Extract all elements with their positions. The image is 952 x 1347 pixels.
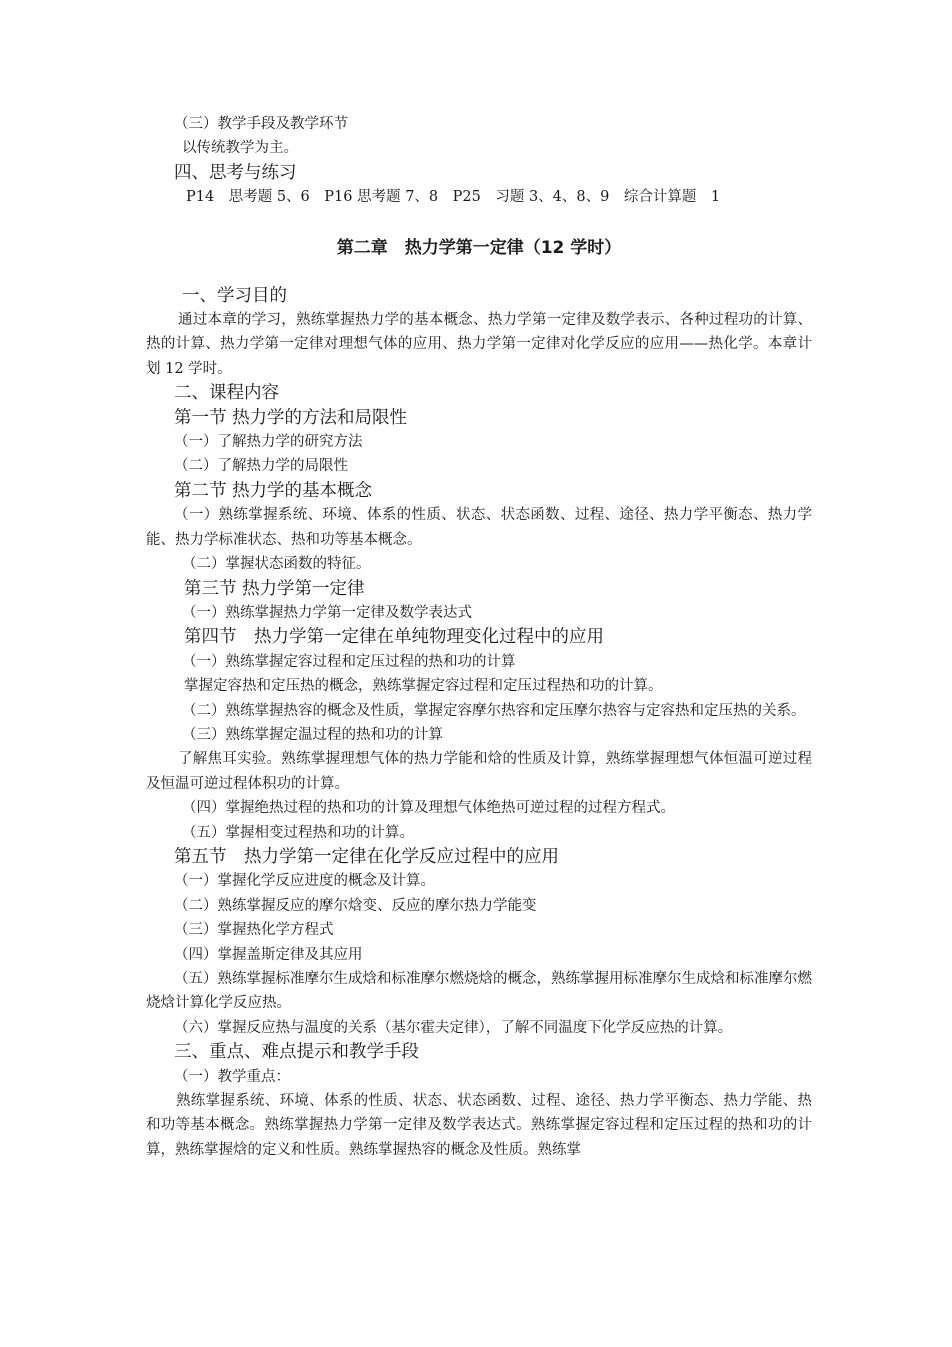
paragraph: 了解焦耳实验。熟练掌握理想气体的热力学能和焓的性质及计算，熟练掌握理想气体恒温可逆过程及恒温可逆过程体积功的计算。 bbox=[146, 751, 812, 792]
list-item: （四）掌握绝热过程的热和功的计算及理想气体绝热可逆过程的过程方程式。 bbox=[182, 800, 675, 817]
section-title: 第四节 热力学第一定律在单纯物理变化过程中的应用 bbox=[184, 627, 604, 648]
paragraph: （一）熟练掌握系统、环境、体系的性质、状态、状态函数、过程、途径、热力学平衡态、热力学能、热力学标准状态、热和功等基本概念。 bbox=[146, 507, 812, 548]
list-item: （一）了解热力学的研究方法 bbox=[174, 434, 363, 451]
list-item: （一）熟练掌握热力学第一定律及数学表达式 bbox=[182, 604, 472, 621]
list-item: （五）掌握相变过程热和功的计算。 bbox=[182, 824, 414, 841]
text-line: 以传统教学为主。 bbox=[182, 140, 298, 157]
exercise-list: P14 思考题 5、6 P16 思考题 7、8 P25 习题 3、4、8、9 综合计算题 1 bbox=[186, 189, 721, 206]
subsection-heading: （三）教学手段及教学环节 bbox=[174, 116, 348, 132]
section-heading: 三、重点、难点提示和教学手段 bbox=[174, 1042, 419, 1063]
list-item: （一）教学重点： bbox=[174, 1068, 290, 1085]
section-title: 第二节 热力学的基本概念 bbox=[174, 480, 373, 501]
list-item: （一）掌握化学反应进度的概念及计算。 bbox=[174, 873, 435, 890]
section-heading: 二、课程内容 bbox=[174, 383, 279, 404]
section-heading: 四、思考与练习 bbox=[174, 162, 297, 183]
paragraph: 熟练掌握系统、环境、体系的性质、状态、状态函数、过程、途径、热力学平衡态、热力学能、热和功等基本概念。熟练掌握热力学第一定律及数学表达式。熟练掌握定容过程和定压过程的热和功的计算，熟练掌握焓的定义和性质。熟练掌握热容的概念及性质。熟练掌 bbox=[146, 1093, 812, 1158]
chapter-title: 第二章 热力学第一定律（12 学时） bbox=[336, 237, 622, 258]
list-item: （二）熟练掌握反应的摩尔焓变、反应的摩尔热力学能变 bbox=[174, 897, 537, 914]
section-title: 第三节 热力学第一定律 bbox=[184, 578, 365, 599]
list-item: （二）了解热力学的局限性 bbox=[174, 458, 348, 475]
list-item: （四）掌握盖斯定律及其应用 bbox=[174, 946, 363, 963]
paragraph: （五）熟练掌握标准摩尔生成焓和标准摩尔燃烧焓的概念，熟练掌握用标准摩尔生成焓和标准摩尔燃烧焓计算化学反应热。 bbox=[146, 971, 812, 1012]
text-line: 掌握定容热和定压热的概念，熟练掌握定容过程和定压过程热和功的计算。 bbox=[184, 678, 663, 695]
paragraph: （二）熟练掌握热容的概念及性质，掌握定容摩尔热容和定压摩尔热容与定容热和定压热的关系。 bbox=[182, 702, 806, 719]
list-item: （三）掌握热化学方程式 bbox=[174, 922, 334, 939]
list-item: （二）掌握状态函数的特征。 bbox=[182, 556, 371, 573]
list-item: （三）熟练掌握定温过程的热和功的计算 bbox=[182, 726, 443, 743]
document-page bbox=[146, 112, 812, 1162]
paragraph: 通过本章的学习，熟练掌握热力学的基本概念、热力学第一定律及数学表示、各种过程功的计算、热的计算、热力学第一定律对理想气体的应用、热力学第一定律对化学反应的应用——热化学。本章计划 12 学时。 bbox=[146, 312, 812, 377]
section-title: 第五节 热力学第一定律在化学反应过程中的应用 bbox=[174, 846, 559, 867]
section-title: 第一节 热力学的方法和局限性 bbox=[174, 407, 408, 428]
section-heading: 一、学习目的 bbox=[182, 285, 287, 306]
list-item: （一）熟练掌握定容过程和定压过程的热和功的计算 bbox=[182, 653, 516, 670]
list-item: （六）掌握反应热与温度的关系（基尔霍夫定律），了解不同温度下化学反应热的计算。 bbox=[174, 1019, 733, 1036]
